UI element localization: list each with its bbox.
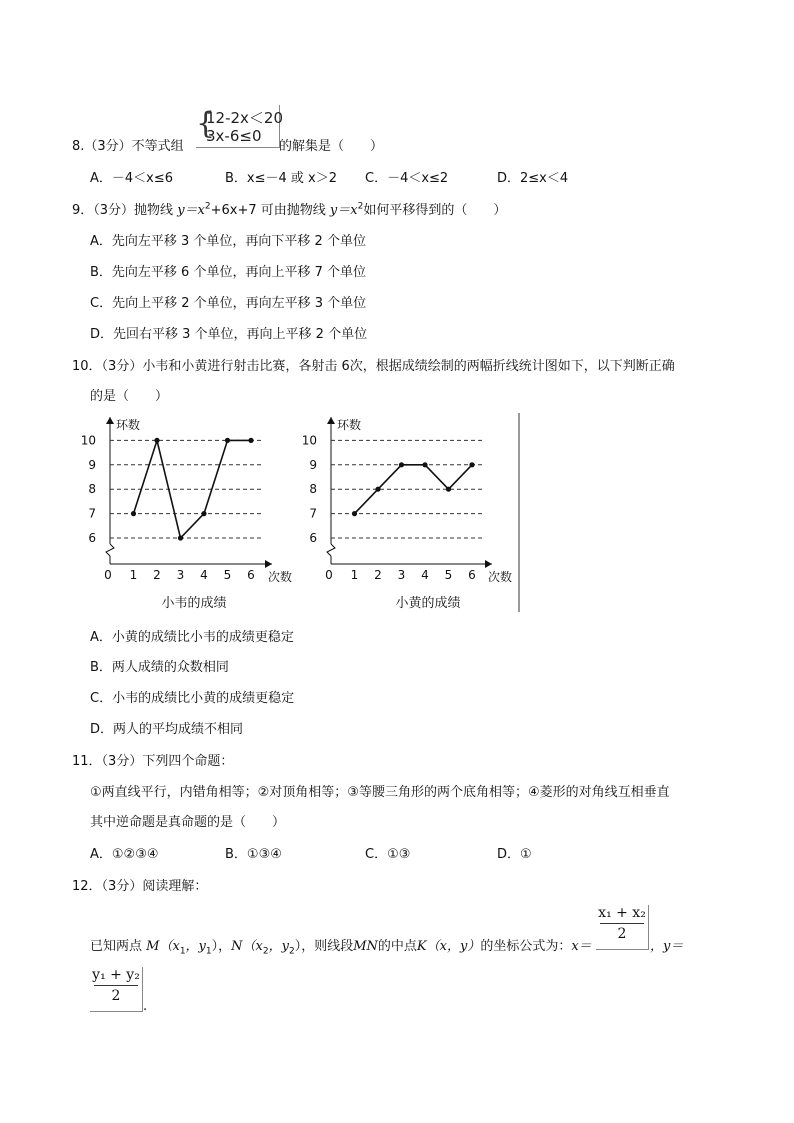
x-tick-label-0: 0 — [104, 568, 112, 582]
x-axis-arrow-icon — [485, 560, 492, 568]
y-axis-arrow-icon — [106, 417, 114, 424]
x-tick-label-5: 5 — [444, 568, 453, 582]
fraction-x-bar — [600, 923, 644, 924]
q9-exp-2: 2 — [357, 201, 364, 212]
q9-exp-1: 2 — [204, 201, 211, 212]
x-tick-label-3: 3 — [176, 568, 185, 582]
system-line-1: 12-2x＜20 — [206, 109, 284, 127]
q10-stem-line-2: 的是（ ） — [90, 389, 169, 404]
fraction-x — [596, 905, 649, 950]
q8-option-d: D．2≤x＜4 — [497, 171, 569, 186]
point-m: M（x — [146, 939, 180, 954]
fraction-x-denominator: 2 — [617, 926, 627, 942]
data-point-4 — [201, 511, 206, 516]
q12-period: . — [143, 999, 148, 1014]
y-tick-label-8: 8 — [309, 482, 317, 497]
q8-option-c: C．－4＜x≤2 — [365, 171, 449, 186]
series-line — [355, 465, 473, 514]
q9-option-a: A．先向左平移 3 个单位，再向下平移 2 个单位 — [90, 234, 366, 249]
q9-rest-1: +6x+7 可由抛物线 — [210, 203, 326, 218]
point-n: N（x — [231, 939, 263, 954]
data-point-2 — [154, 438, 159, 443]
q8-prefix: 8.（3分）不等式组 — [72, 139, 184, 154]
x-tick-label-4: 4 — [200, 568, 208, 582]
q10-stem-line-1: 10．（3分）小韦和小黄进行射击比赛，各射击 6次，根据成绩绘制的两幅折线统计图如下，以下判断正确 — [72, 359, 675, 374]
y-tick-label-6: 6 — [309, 531, 317, 545]
q11-option-d: D．① — [497, 847, 532, 862]
x-axis-title: 次数 — [268, 570, 293, 584]
x-tick-label-1: 1 — [129, 568, 138, 582]
y-axis-title: 环数 — [337, 418, 362, 432]
point-m-mid: ，y — [185, 939, 206, 954]
q10-option-d: D．两人的平均成绩不相同 — [90, 722, 244, 737]
x-tick-label-6: 6 — [247, 568, 255, 582]
q12-formula-text: 的坐标公式为： — [480, 939, 572, 954]
point-k: K（x，y） — [416, 939, 481, 954]
x-tick-label-5: 5 — [223, 568, 232, 582]
y-axis-title: 环数 — [116, 418, 141, 432]
m-sub-2: 1 — [205, 946, 212, 957]
point-n-end: ），则线段 — [294, 939, 354, 954]
data-point-6 — [469, 462, 474, 467]
y-tick-label-10: 10 — [301, 433, 317, 448]
q12-text — [90, 935, 592, 957]
y-tick-label-8: 8 — [88, 482, 96, 497]
data-point-2 — [375, 487, 380, 492]
x-tick-label-4: 4 — [421, 568, 429, 582]
q11-option-a: A．①②③④ — [90, 847, 159, 862]
chart-title: 小韦的成绩 — [161, 596, 227, 611]
data-point-5 — [446, 487, 451, 492]
n-sub-1: 2 — [262, 946, 269, 957]
y-tick-label-9: 9 — [309, 457, 317, 472]
segment-mn: MN — [353, 939, 378, 954]
q9-eq-1: y＝x — [177, 203, 205, 218]
q12-mid-text: 的中点 — [377, 939, 417, 954]
data-point-3 — [399, 462, 404, 467]
q11-propositions: ①两直线平行，内错角相等；②对顶角相等；③等腰三角形的两个底角相等；④菱形的对角线互相垂直 — [90, 785, 670, 800]
q10-option-b: B．两人成绩的众数相同 — [90, 660, 229, 675]
q11-option-b: B．①③④ — [225, 847, 282, 862]
axis-break-icon — [327, 544, 335, 556]
y-tick-label-10: 10 — [80, 433, 96, 448]
x-axis-title: 次数 — [488, 570, 513, 584]
x-tick-label-2: 2 — [374, 568, 382, 582]
q10-option-c: C．小韦的成绩比小黄的成绩更稳定 — [90, 691, 295, 706]
q8-suffix: 的解集是（ ） — [279, 139, 384, 154]
fraction-y-denominator: 2 — [111, 988, 121, 1004]
fraction-y-bar — [94, 985, 138, 986]
system-line-2: 3x-6≤0 — [206, 127, 262, 145]
n-sub-2: 2 — [288, 946, 295, 957]
data-point-1 — [352, 511, 357, 516]
q11-option-c: C．①③ — [365, 847, 411, 862]
y-tick-label-7: 7 — [309, 506, 317, 521]
m-sub-1: 1 — [179, 946, 186, 957]
x-equals: x＝ — [571, 939, 592, 954]
data-point-3 — [178, 535, 183, 540]
y-tick-label-9: 9 — [88, 457, 96, 472]
data-point-6 — [248, 438, 253, 443]
q11-ask: 其中逆命题是真命题的是（ ） — [90, 815, 286, 830]
q9-rest-2: 如何平移得到的（ ） — [363, 203, 507, 218]
q10-option-a: A．小黄的成绩比小韦的成绩更稳定 — [90, 630, 294, 645]
q12-text-a: 已知两点 — [90, 939, 143, 954]
q9-option-c: C．先向上平移 2 个单位，再向左平移 3 个单位 — [90, 296, 367, 311]
data-point-1 — [131, 511, 136, 516]
y-tick-label-7: 7 — [88, 506, 96, 521]
y-axis-arrow-icon — [327, 417, 335, 424]
fraction-y — [90, 967, 143, 1012]
q8-option-a: A．－4＜x≤6 — [90, 171, 174, 186]
x-tick-label-3: 3 — [397, 568, 406, 582]
axis-break-icon — [106, 544, 114, 556]
x-tick-label-2: 2 — [153, 568, 161, 582]
x-tick-label-6: 6 — [468, 568, 476, 582]
q9-option-b: B．先向左平移 6 个单位，再向上平移 7 个单位 — [90, 265, 366, 280]
series-line — [134, 440, 252, 538]
data-point-4 — [422, 462, 427, 467]
brace-icon: { — [196, 106, 216, 141]
q12-stem: 12．（3分）阅读理解： — [72, 879, 208, 894]
y-tick-label-6: 6 — [88, 531, 96, 545]
q9-number: 9．（3分）抛物线 — [72, 203, 174, 218]
chart-title: 小黄的成绩 — [395, 596, 461, 611]
point-m-end: ）， — [211, 939, 232, 954]
data-point-5 — [225, 438, 230, 443]
y-equals: ，y＝ — [650, 939, 684, 954]
point-n-mid: ，y — [268, 939, 289, 954]
fraction-x-numerator: x₁ + x₂ — [598, 905, 646, 921]
q11-stem: 11．（3分）下列四个命题： — [72, 754, 234, 769]
fraction-y-numerator: y₁ + y₂ — [92, 967, 140, 983]
x-tick-label-0: 0 — [325, 568, 333, 582]
x-axis-arrow-icon — [265, 560, 272, 568]
q8-option-b: B．x≤－4 或 x＞2 — [225, 171, 338, 186]
q9-eq-2: y＝x — [329, 203, 358, 218]
q9-option-d: D．先回右平移 3 个单位，再向上平移 2 个单位 — [90, 327, 368, 342]
x-tick-label-1: 1 — [350, 568, 359, 582]
